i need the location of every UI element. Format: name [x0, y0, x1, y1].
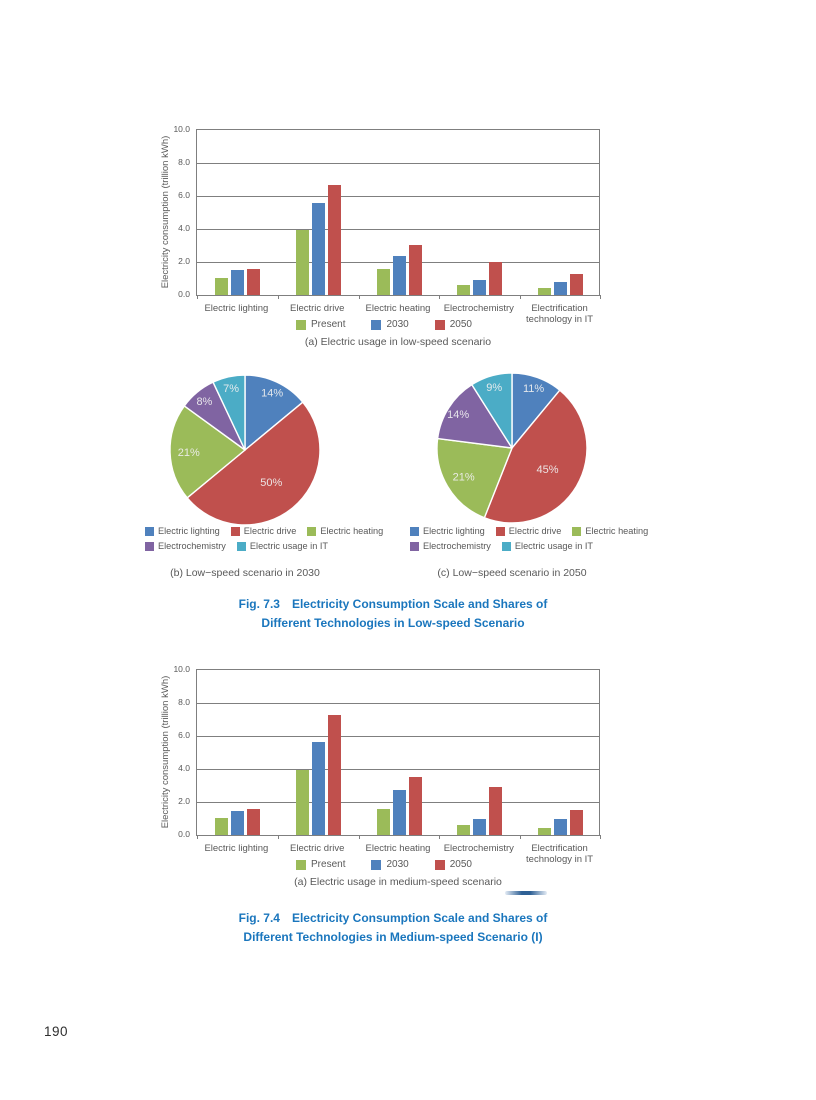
- bar-2030-1: [312, 203, 325, 295]
- y-axis-tick-label: 0.0: [178, 829, 190, 839]
- bar-2050-0: [247, 809, 260, 835]
- pie-value-label: 9%: [486, 381, 503, 394]
- legend-swatch-present: [296, 860, 306, 870]
- category-label: Electric lighting: [204, 303, 269, 314]
- bar-present-1: [296, 770, 309, 835]
- pie-caption-2050: (c) Low−speed scenario in 2050: [437, 567, 587, 579]
- legend-swatch: [572, 527, 581, 536]
- pie-value-label: 21%: [177, 446, 200, 459]
- bar-2050-1: [328, 715, 341, 835]
- pie-value-label: 45%: [536, 464, 559, 476]
- legend-swatch: [145, 527, 154, 536]
- gridline-6.0: [197, 196, 599, 197]
- x-axis-tick: [197, 835, 198, 839]
- x-axis-tick: [439, 835, 440, 839]
- y-axis-tick-label: 10.0: [173, 664, 190, 674]
- x-axis-tick: [359, 295, 360, 299]
- cropped-image-artifact: [505, 891, 547, 895]
- y-axis-tick-label: 6.0: [178, 730, 190, 740]
- bar-2050-1: [328, 185, 341, 295]
- chart-caption-low-speed: (a) Electric usage in low-speed scenario: [304, 336, 492, 348]
- x-axis-tick: [359, 835, 360, 839]
- legend-label: Present: [311, 859, 346, 870]
- low-speed-2030-pie-svg: [160, 365, 330, 535]
- y-axis-tick-label: 4.0: [178, 763, 190, 773]
- legend-item-2050: [435, 319, 472, 330]
- pie-value-label: 8%: [196, 395, 213, 408]
- y-axis-title: Electricity consumption (trillion kWh): [160, 135, 171, 289]
- legend-item-2030: [371, 859, 408, 870]
- legend-label: Electrochemistry: [158, 541, 226, 551]
- bar-2050-4: [570, 274, 583, 295]
- legend-item-electric-heating: [307, 526, 383, 536]
- bar-2030-3: [473, 280, 486, 295]
- bar-present-2: [377, 809, 390, 835]
- figure-7-3-line1: [140, 595, 646, 614]
- legend-label: 2050: [449, 319, 472, 330]
- pie-legend-row: [145, 526, 407, 536]
- pie-caption-2030: (b) Low−speed scenario in 2030: [170, 567, 320, 579]
- pie-legend-2050: [410, 526, 672, 556]
- bar-present-4: [538, 828, 551, 835]
- pie-value-label: 7%: [223, 382, 240, 395]
- low-speed-2050-pie-svg: [427, 363, 597, 533]
- category-label: Electrochemistry: [443, 843, 514, 854]
- legend-swatch-2050: [435, 860, 445, 870]
- legend-swatch: [410, 527, 419, 536]
- bar-2030-2: [393, 790, 406, 835]
- bar-2030-0: [231, 811, 244, 835]
- legend-label: Electric lighting: [158, 526, 220, 536]
- legend-item-present: [296, 319, 345, 330]
- bar-2050-2: [409, 777, 422, 835]
- x-axis-tick: [197, 295, 198, 299]
- pie-value-label: 14%: [447, 408, 470, 421]
- y-axis-tick-label: 2.0: [178, 796, 190, 806]
- bar-2050-2: [409, 245, 422, 295]
- category-label: Electrification technology in IT: [526, 303, 594, 325]
- bar-present-4: [538, 288, 551, 295]
- legend-item-2050: [435, 859, 472, 870]
- pie-value-label: 11%: [522, 383, 545, 395]
- figure-7-4-caption: [140, 909, 646, 947]
- legend-swatch-present: [296, 320, 306, 330]
- legend-swatch: [145, 542, 154, 551]
- figure-7-3-caption: [140, 595, 646, 633]
- y-axis-title: Electricity consumption (trillion kWh): [160, 675, 171, 829]
- legend-swatch: [496, 527, 505, 536]
- plot-area: [196, 129, 600, 296]
- x-axis-tick: [278, 295, 279, 299]
- category-label: Electric drive: [290, 303, 345, 314]
- bar-present-3: [457, 825, 470, 835]
- category-label: Electric heating: [365, 843, 431, 854]
- figure-7-3-label: Fig. 7.3: [238, 597, 280, 611]
- bar-chart-low-speed: [140, 113, 620, 363]
- x-axis-tick: [520, 835, 521, 839]
- x-axis-tick: [600, 295, 601, 299]
- legend-item-electrochemistry: [145, 541, 226, 551]
- page-number: 190: [44, 1024, 69, 1039]
- figure-7-4-label: Fig. 7.4: [238, 911, 280, 925]
- figure-7-4-title2: Different Technologies in Medium-speed Scenario (I): [243, 930, 543, 944]
- pie-chart-low-speed-2050: [427, 363, 597, 533]
- pie-legend-2030: [145, 526, 407, 556]
- chart-legend: [182, 859, 586, 870]
- figure-7-4-line1: [140, 909, 646, 928]
- legend-item-electric-drive: [231, 526, 297, 536]
- legend-item-2030: [371, 319, 408, 330]
- pie-legend-row: [410, 526, 672, 536]
- bar-2030-4: [554, 282, 567, 295]
- bar-2050-4: [570, 810, 583, 835]
- y-axis-tick-label: 2.0: [178, 256, 190, 266]
- bar-2030-4: [554, 819, 567, 835]
- bar-present-2: [377, 269, 390, 295]
- legend-label: 2030: [386, 859, 409, 870]
- legend-item-electrochemistry: [410, 541, 491, 551]
- bar-present-0: [215, 818, 228, 835]
- legend-swatch: [231, 527, 240, 536]
- legend-item-electric-drive: [496, 526, 562, 536]
- x-axis-tick: [278, 835, 279, 839]
- legend-label: 2030: [386, 319, 409, 330]
- legend-swatch-2030: [371, 860, 381, 870]
- legend-label: Electric lighting: [423, 526, 485, 536]
- x-axis-tick: [439, 295, 440, 299]
- legend-label: Electric heating: [320, 526, 384, 536]
- figure-7-4-title1: Electricity Consumption Scale and Shares of: [291, 911, 548, 925]
- bar-present-0: [215, 278, 228, 295]
- y-axis-tick-label: 8.0: [178, 697, 190, 707]
- legend-swatch: [502, 542, 511, 551]
- legend-label: Electric usage in IT: [514, 541, 594, 551]
- y-axis-tick-label: 10.0: [173, 124, 190, 134]
- pie-legend-row: [145, 541, 407, 551]
- pie-value-label: 50%: [260, 476, 283, 489]
- legend-swatch-2050: [435, 320, 445, 330]
- y-axis-tick-label: 4.0: [178, 223, 190, 233]
- legend-label: Present: [311, 319, 346, 330]
- category-label: Electrification technology in IT: [526, 843, 594, 865]
- bar-2030-1: [312, 742, 325, 835]
- y-axis-tick-label: 0.0: [178, 289, 190, 299]
- category-label: Electric lighting: [204, 843, 269, 854]
- pie-value-label: 21%: [452, 471, 475, 484]
- category-label: Electrochemistry: [443, 303, 514, 314]
- legend-label: Electric heating: [585, 526, 649, 536]
- legend-swatch: [237, 542, 246, 551]
- y-axis-tick-label: 8.0: [178, 157, 190, 167]
- pie-chart-low-speed-2030: [160, 365, 330, 535]
- bar-present-3: [457, 285, 470, 295]
- bar-present-1: [296, 230, 309, 295]
- legend-swatch-2030: [371, 320, 381, 330]
- legend-label: Electric drive: [243, 526, 297, 536]
- bar-2050-0: [247, 269, 260, 295]
- legend-label: 2050: [449, 859, 472, 870]
- gridline-6.0: [197, 736, 599, 737]
- bar-2030-3: [473, 819, 486, 835]
- category-label: Electric heating: [365, 303, 431, 314]
- gridline-8.0: [197, 163, 599, 164]
- legend-label: Electric drive: [508, 526, 562, 536]
- legend-item-present: [296, 859, 345, 870]
- bar-chart-medium-speed: [140, 653, 620, 903]
- x-axis-tick: [520, 295, 521, 299]
- gridline-4.0: [197, 769, 599, 770]
- bar-2030-2: [393, 256, 406, 295]
- gridline-4.0: [197, 229, 599, 230]
- figure-7-3-title1: Electricity Consumption Scale and Shares of: [291, 597, 548, 611]
- bar-2030-0: [231, 270, 244, 295]
- chart-legend: [182, 319, 586, 330]
- chart-caption-medium-speed: (a) Electric usage in medium-speed scenario: [294, 876, 502, 888]
- y-axis-tick-label: 6.0: [178, 190, 190, 200]
- figure-7-3-title2: Different Technologies in Low-speed Scenario: [261, 616, 525, 630]
- legend-label: Electric usage in IT: [249, 541, 329, 551]
- legend-swatch: [410, 542, 419, 551]
- bar-2050-3: [489, 787, 502, 835]
- bar-2050-3: [489, 262, 502, 295]
- legend-item-electric-lighting: [145, 526, 220, 536]
- legend-item-electric-heating: [572, 526, 648, 536]
- legend-item-electric-usage-in-it: [237, 541, 328, 551]
- pie-legend-row: [410, 541, 672, 551]
- legend-label: Electrochemistry: [423, 541, 491, 551]
- gridline-8.0: [197, 703, 599, 704]
- plot-area: [196, 669, 600, 836]
- legend-item-electric-lighting: [410, 526, 485, 536]
- legend-swatch: [307, 527, 316, 536]
- category-label: Electric drive: [290, 843, 345, 854]
- pie-value-label: 14%: [261, 387, 284, 400]
- x-axis-tick: [600, 835, 601, 839]
- legend-item-electric-usage-in-it: [502, 541, 593, 551]
